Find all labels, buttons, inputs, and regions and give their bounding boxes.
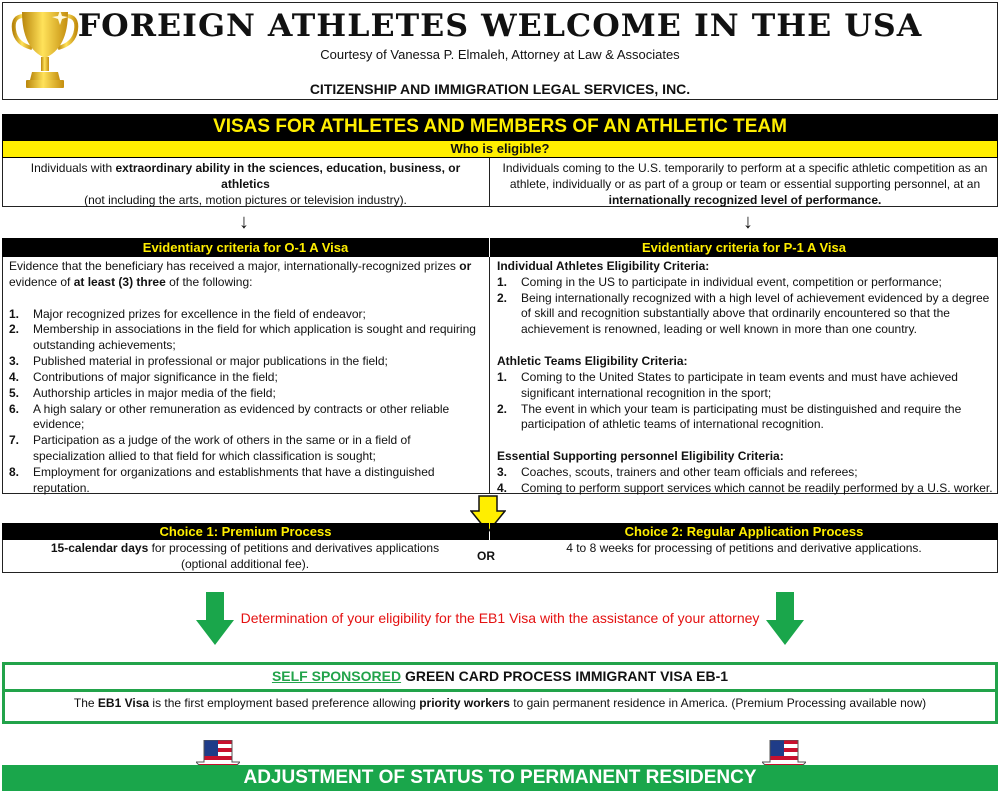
- p1-teams-heading: Athletic Teams Eligibility Criteria:: [497, 354, 688, 369]
- p1-individual-heading: Individual Athletes Eligibility Criteria:: [497, 259, 710, 273]
- choice1-days: 15-calendar days: [50, 541, 149, 555]
- determination-text: Determination of your eligibility for the EB1 Visa with the assistance of your attorney: [240, 610, 760, 626]
- list-item: 4. Coming to perform support services which cannot be readily performed by a U.S. worker.: [497, 480, 993, 495]
- eligibility-left: [8, 161, 483, 209]
- o1-intro-bold: at least (3) three: [73, 274, 166, 289]
- p1-individual-list: [497, 275, 993, 338]
- green-card-description: The EB1 Visa is the first employment based preference allowing priority workers to gain permanent residence in America. (Premium Processing available now): [73, 696, 927, 710]
- green-card-title: [0, 667, 1000, 685]
- eligibility-divider: [489, 158, 490, 207]
- arrow-down-icon: ↓: [743, 211, 753, 233]
- list-item: 1. Coming in the US to participate in individual event, competition or performance;: [497, 274, 942, 289]
- eligibility-right-bold: internationally recognized level of performance.: [608, 192, 882, 207]
- list-item: 2. Being internationally recognized with a high level of achievement evidenced by a degree of skill and recognition substantially above that ordinarily encountered so that the achievement is renowned, leading or well known in more than one country.: [497, 290, 990, 337]
- eligibility-left-bold: extraordinary ability in the sciences, education, business, or athletics: [115, 161, 461, 191]
- list-item: 2. The event in which your team is participating must be distinguished and require the participation of athletic teams of international recognition.: [497, 401, 962, 432]
- adjustment-band: ADJUSTMENT OF STATUS TO PERMANENT RESIDENCY: [2, 765, 998, 791]
- o1-intro-text: Evidence that the beneficiary has received a major, internationally-recognized prizes: [9, 259, 460, 273]
- list-item: 8. Employment for organizations and establishments that have a distinguished reputation.: [9, 464, 435, 495]
- eligibility-right: [496, 161, 994, 209]
- o1-intro: [9, 259, 484, 291]
- list-item: 1. Coming to the United States to participate in team events and must have achieved significant international recognition in the sport;: [497, 369, 958, 400]
- list-item: 1. Major recognized prizes for excellence in the field of endeavor;: [9, 306, 366, 321]
- o1-criteria-heading: Evidentiary criteria for O-1 A Visa: [2, 238, 489, 257]
- list-item: 5. Authorship articles in major media of the field;: [9, 385, 276, 400]
- list-item: 2. Membership in associations in the field for which application is sought and requiring outstanding achievements;: [9, 322, 476, 353]
- green-card-title-text: GREEN CARD PROCESS IMMIGRANT VISA EB-1: [401, 668, 729, 684]
- green-card-divider: [2, 689, 998, 692]
- list-item: 4. Contributions of major significance in the field;: [9, 369, 278, 384]
- choice1-heading: Choice 1: Premium Process: [2, 523, 489, 540]
- p1-support-heading: Essential Supporting personnel Eligibility Criteria:: [497, 449, 784, 464]
- courtesy-line: Courtesy of Vanessa P. Elmaleh, Attorney at Law & Associates: [320, 47, 680, 62]
- or-label: OR: [477, 549, 495, 563]
- p1-support-list: [497, 465, 993, 497]
- o1-list: [9, 307, 484, 497]
- page-title: FOREIGN ATHLETES WELCOME IN THE USA: [77, 8, 923, 44]
- o1-intro-text: evidence of: [9, 274, 74, 289]
- arrow-down-icon: ↓: [239, 211, 249, 233]
- choice1-note: (optional additional fee).: [180, 556, 310, 571]
- who-eligible-band: Who is eligible?: [2, 140, 998, 158]
- list-item: 3. Published material in professional or major publications in the field;: [9, 354, 388, 369]
- choice1-text: 15-calendar days for processing of petitions and derivatives applications (optional additional fee).: [50, 541, 440, 571]
- p1-teams-list: [497, 370, 993, 433]
- list-item: 7. Participation as a judge of the work of others in the same or in a field of specialization allied to that field for which classification is sought;: [9, 433, 411, 464]
- eligibility-right-text: Individuals coming to the U.S. temporarily to perform at a specific athletic competition as an athlete, individually or as part of a group or team or essential supporting personnel, at an: [502, 161, 988, 191]
- list-item: 6. A high salary or other remuneration as evidenced by contracts or other reliable evidence;: [9, 401, 450, 432]
- self-sponsored-link[interactable]: SELF SPONSORED: [271, 668, 402, 684]
- criteria-divider: [489, 257, 490, 494]
- o1-criteria: [9, 259, 484, 497]
- company-name: CITIZENSHIP AND IMMIGRATION LEGAL SERVICES, INC.: [309, 81, 691, 97]
- p1-criteria: [497, 259, 993, 497]
- p1-criteria-heading: Evidentiary criteria for P-1 A Visa: [490, 238, 998, 257]
- choice2-text: 4 to 8 weeks for processing of petitions and derivative applications.: [566, 541, 922, 555]
- o1-intro-text: of the following:: [165, 274, 253, 289]
- eligibility-left-text: Individuals with: [30, 161, 116, 175]
- o1-intro-or: or: [459, 259, 472, 273]
- choice2-heading: Choice 2: Regular Application Process: [490, 523, 998, 540]
- eligibility-left-note: (not including the arts, motion pictures or television industry).: [84, 192, 407, 207]
- list-item: 3. Coaches, scouts, trainers and other team officials and referees;: [497, 465, 858, 480]
- visas-title-band: VISAS FOR ATHLETES AND MEMBERS OF AN ATHLETIC TEAM: [2, 114, 998, 140]
